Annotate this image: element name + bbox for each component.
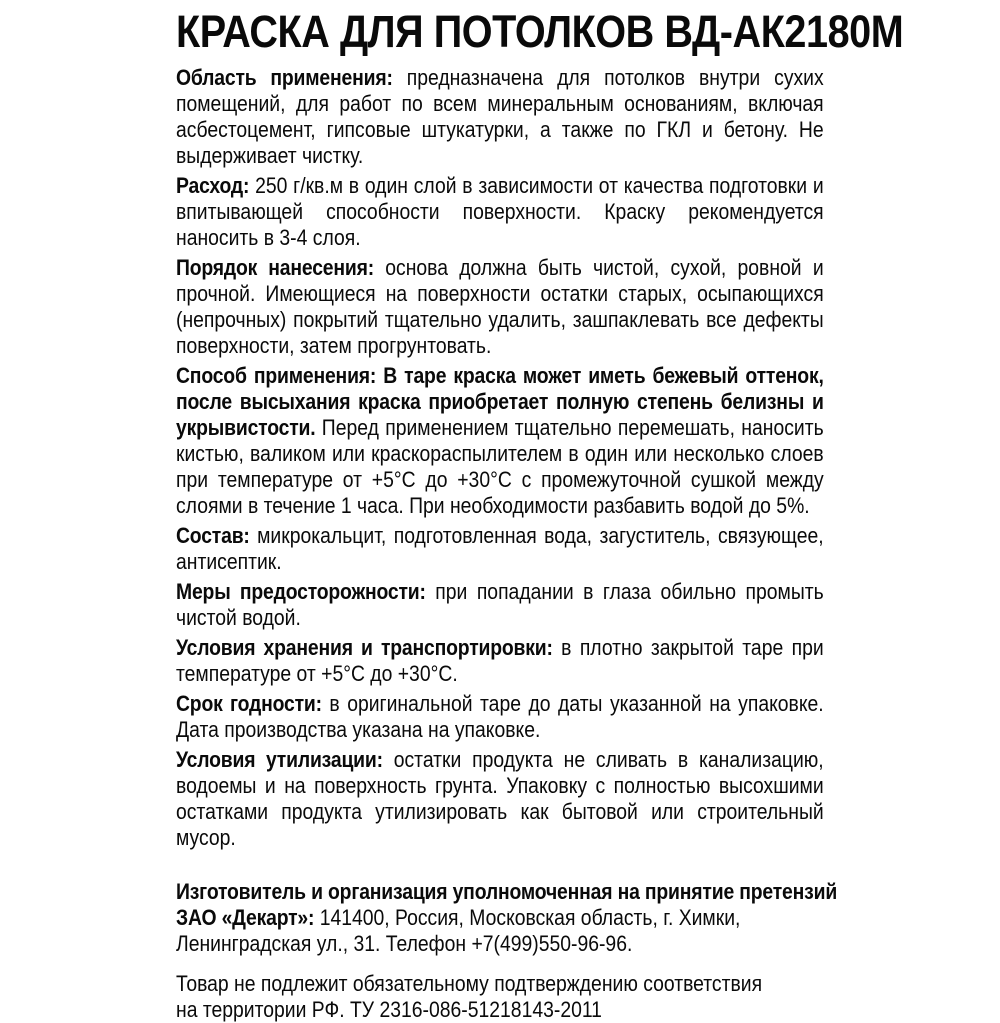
section-text: предназначена для потолков внутри сухих помещений, для работ по всем минеральным основаниям, включая асбестоцемент, гипсовые штукатурки, а также по ГКЛ и бетону. Не выдерживает чистку. [176, 65, 824, 168]
section-application-method [176, 363, 824, 519]
section-composition [176, 523, 824, 575]
section-label: Состав: [176, 523, 250, 548]
section-text: 250 г/кв.м в один слой в зависимости от качества подготовки и впитывающей способности поверхности. Краску рекомендуется наносить в 3-4 слоя. [176, 173, 824, 250]
section-label: Условия хранения и транспортировки: [176, 635, 553, 660]
section-application-order [176, 255, 824, 359]
section-consumption [176, 173, 824, 251]
footer-line1: Товар не подлежит обязательному подтверждению соответствия [176, 971, 763, 996]
section-label: Расход: [176, 173, 250, 198]
section-text: микрокальцит, подготовленная вода, загуститель, связующее, антисептик. [176, 523, 824, 574]
section-disposal [176, 747, 824, 851]
section-text: остатки продукта не сливать в канализацию, водоемы и на поверхность грунта. Упаковку с полностью высохшими остатками продукта утилизировать как бытовой или строительный мусор. [176, 747, 824, 850]
footer-line2: на территории РФ. ТУ 2316-086-51218143-2011 [176, 997, 602, 1022]
section-label: Область применения: [176, 65, 393, 90]
section-label: Способ применения: В таре краска может иметь бежевый оттенок, после высыхания краска приобретает полную степень белизны и укрывистости. [176, 363, 824, 440]
section-application-area [176, 65, 824, 169]
section-shelf-life [176, 691, 824, 743]
section-label: Срок годности: [176, 691, 322, 716]
product-title: КРАСКА ДЛЯ ПОТОЛКОВ ВД-АК2180М [176, 6, 904, 57]
section-label: Порядок нанесения: [176, 255, 375, 280]
section-text: в оригинальной таре до даты указанной на упаковке. Дата производства указана на упаковке. [176, 691, 824, 742]
manufacturer-address-line1: 141400, Россия, Московская область, г. Химки, [319, 905, 741, 930]
footer-compliance [176, 971, 824, 1023]
manufacturer-line [176, 905, 740, 930]
manufacturer-address-line2: Ленинградская ул., 31. Телефон +7(499)550-96-96. [176, 931, 633, 956]
label-sheet [176, 6, 904, 1023]
section-label: Условия утилизации: [176, 747, 383, 772]
section-text: Перед применением тщательно перемешать, наносить кистью, валиком или краскораспылителем в один или несколько слоев при температуре от +5°С до +30°С с промежуточной сушкой между слоями в течение 1 часа. При необходимости разбавить водой до 5%. [176, 415, 824, 518]
section-text: основа должна быть чистой, сухой, ровной и прочной. Имеющиеся на поверхности остатки старых, осыпающихся (непрочных) покрытий тщательно удалить, зашпаклевать все дефекты поверхности, затем прогрунтовать. [176, 255, 824, 358]
section-storage-conditions [176, 635, 824, 687]
manufacturer-block [176, 879, 838, 957]
section-label: Меры предосторожности: [176, 579, 426, 604]
section-text: в плотно закрытой таре при температуре от +5°С до +30°С. [176, 635, 824, 686]
manufacturer-heading: Изготовитель и организация уполномоченная на принятие претензий [176, 879, 838, 904]
section-precautions [176, 579, 824, 631]
manufacturer-name: ЗАО «Декарт»: [176, 905, 315, 930]
section-text: при попадании в глаза обильно промыть чистой водой. [176, 579, 824, 630]
